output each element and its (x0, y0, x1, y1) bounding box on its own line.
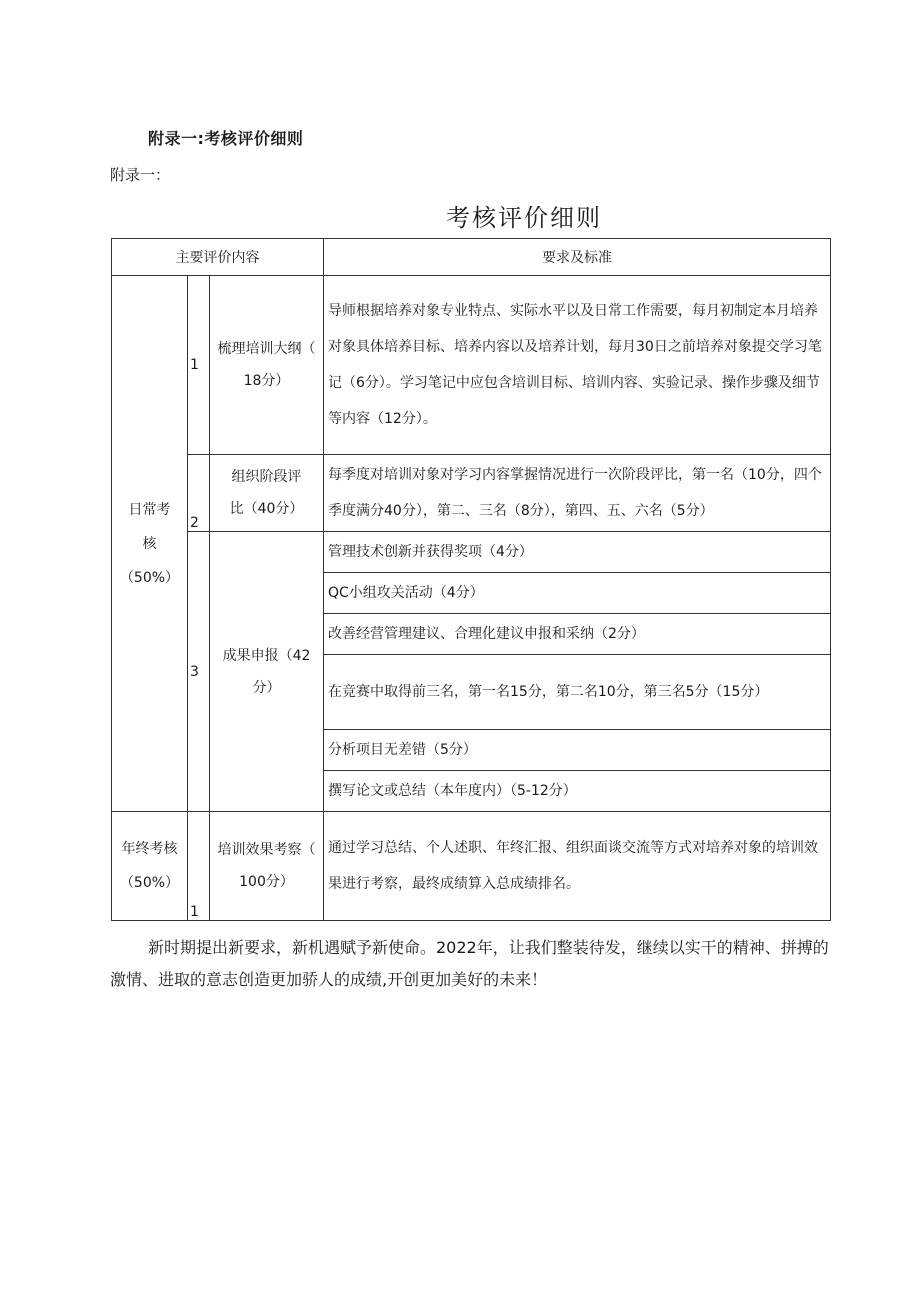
item-number: 2 (188, 455, 210, 532)
header-requirements: 要求及标准 (324, 239, 831, 276)
item-name (210, 455, 324, 532)
header-main-content: 主要评价内容 (112, 239, 324, 276)
requirement-text: 管理技术创新并获得奖项（4分） (324, 532, 831, 573)
table-row (112, 455, 831, 532)
requirement-text: QC小组攻关活动（4分） (324, 573, 831, 614)
evaluation-table (111, 238, 831, 921)
item-number: 1 (188, 276, 210, 455)
category-line: （50%） (119, 875, 180, 891)
item-name (210, 812, 324, 921)
requirement-text: 分析项目无差错（5分） (324, 730, 831, 771)
item-name-line: 100分） (239, 874, 294, 890)
item-number: 1 (188, 812, 210, 921)
item-name-line: 18分） (243, 373, 290, 389)
table-header-row (112, 239, 831, 276)
requirement-text: 撰写论文或总结（本年度内）（5-12分） (324, 771, 831, 812)
item-name-line: 组织阶段评 (231, 469, 302, 485)
category-line: 年终考核 (121, 841, 178, 857)
category-line: （50%） (119, 569, 180, 586)
category-daily (112, 276, 188, 812)
item-name (210, 532, 324, 812)
page-title: 考核评价细则 (446, 204, 602, 232)
item-name-line: 比（40分） (229, 501, 304, 517)
requirement-text: 导师根据培养对象专业特点、实际水平以及日常工作需要，每月初制定本月培养对象具体培养目标、培养内容以及培养计划，每月30日之前培养对象提交学习笔记（6分）。学习笔记中应包含培训目标、培训内容、实验记录、操作步骤及细节等内容（12分）。 (324, 276, 831, 455)
requirement-text: 每季度对培训对象对学习内容掌握情况进行一次阶段评比，第一名（10分，四个季度满分40分），第二、三名（8分），第四、五、六名（5分） (324, 455, 831, 532)
item-name (210, 276, 324, 455)
appendix-label: 附录一： (110, 166, 171, 184)
category-line: 核 (142, 535, 157, 552)
item-name-line: 成果申报（42 (222, 647, 311, 664)
item-number: 3 (188, 532, 210, 812)
appendix-heading: 附录一:考核评价细则 (148, 129, 304, 148)
table-row (112, 532, 831, 573)
item-name-line: 培训效果考察（ (217, 842, 316, 858)
closing-paragraph: 新时期提出新要求，新机遇赋予新使命。2022年，让我们整装待发，继续以实干的精神、拼搏的激情、进取的意志创造更加骄人的成绩,开创更加美好的未来！ (110, 938, 829, 989)
category-line: 日常考 (128, 501, 171, 518)
table-row (112, 276, 831, 455)
item-name-line: 分） (252, 679, 281, 696)
category-annual (112, 812, 188, 921)
requirement-text: 通过学习总结、个人述职、年终汇报、组织面谈交流等方式对培养对象的培训效果进行考察，最终成绩算入总成绩排名。 (324, 812, 831, 921)
requirement-text: 在竞赛中取得前三名，第一名15分，第二名10分，第三名5分（15分） (324, 655, 831, 730)
item-name-line: 梳理培训大纲（ (217, 341, 316, 357)
requirement-text: 改善经营管理建议、合理化建议申报和采纳（2分） (324, 614, 831, 655)
table-row (112, 812, 831, 921)
